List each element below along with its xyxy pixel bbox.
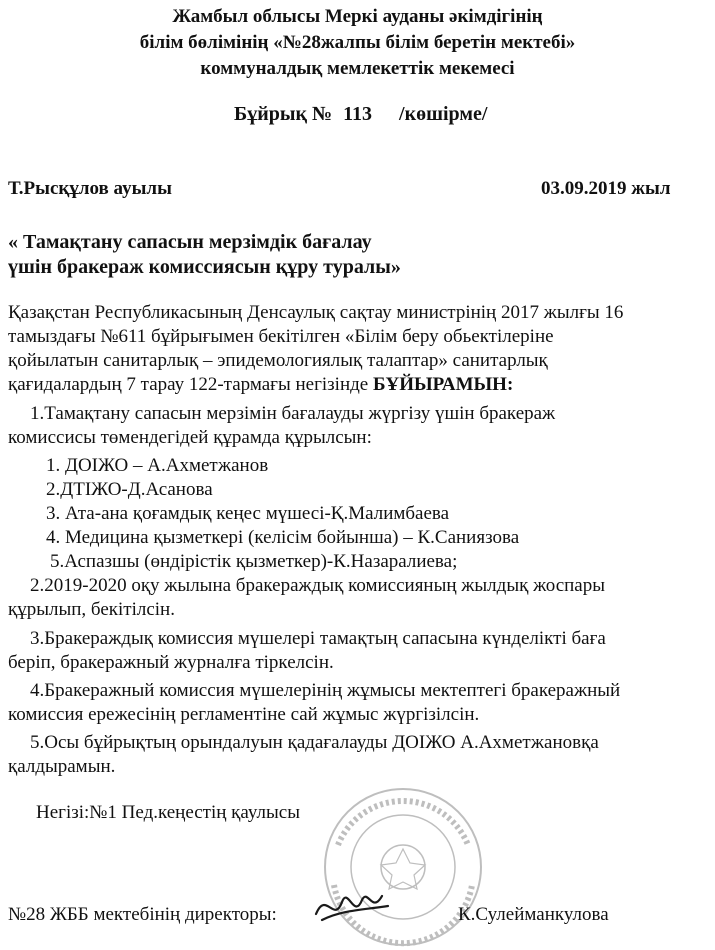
member-item: 5.Аспазшы (өндірістік қызметкер)-К.Назаралиева; [50,551,458,572]
preamble-line-4-text: қағидалардың 7 тарау 122-тармағы негізінде [8,374,373,395]
item-2-line-1: 2.2019-2020 оқу жылына бракераждық комиссияның жылдық жоспары [30,575,606,596]
order-label: Бұйрық № [234,103,333,125]
item-3-line-2: беріп, бракеражный журналға тіркелсін. [8,652,334,673]
preamble-line-4 [8,374,513,396]
item-1-line-2: комиссисы төмендегідей құрамда құрылсын: [8,427,372,448]
member-item: 2.ДТІЖО-Д.Асанова [46,479,213,500]
item-1-line-1: 1.Тамақтану сапасын мерзімін бағалауды жүргізу үшін бракераж [30,403,556,424]
item-4-line-1: 4.Бракеражный комиссия мүшелерінің жұмысы мектептегі бракеражный [30,680,621,701]
item-4-line-2: комиссия ережесінің регламентіне сай жұмыс жүргізілсін. [8,704,480,725]
item-2-line-2: құрылып, бекітілсін. [8,599,175,620]
item-3-line-1: 3.Бракераждық комиссия мүшелері тамақтың сапасына күнделікті баға [30,628,606,649]
handwritten-signature [312,880,392,940]
place: Т.Рысқұлов ауылы [8,178,172,199]
header-line-2: білім бөлімінің «№28жалпы білім беретін мектебі» [139,32,576,53]
copy-mark: /көшірме/ [399,103,488,125]
preamble-line-2: тамыздағы №611 бұйрығымен бекітілген «Білім беру обьектілеріне [8,326,554,347]
preamble-line-1: Қазақстан Республикасының Денсаулық сақтау министрінің 2017 жылғы 16 [8,302,624,323]
order-title [234,102,487,126]
member-item: 4. Медицина қызметкері (келісім бойынша) – К.Саниязова [46,527,520,548]
order-number: 113 [343,103,373,125]
order-date: 03.09.2019 жыл [541,178,671,199]
member-item: 3. Ата-ана қоғамдық кеңес мүшесі-Қ.Малимбаева [46,503,450,524]
subject-line-2: үшін бракераж комиссиясын құру туралы» [8,256,401,278]
preamble-line-3: қойылатын санитарлық – эпидемологиялық талаптар» санитарлық [8,350,548,371]
item-5-line-2: қалдырамын. [8,756,116,777]
item-5-line-1: 5.Осы бұйрықтың орындалуын қадағалауды ДОІЖО А.Ахметжановқа [30,732,599,753]
order-verb: БҰЙЫРАМЫН: [372,374,514,395]
subject-line-1: « Тамақтану сапасын мерзімдік бағалау [8,231,372,253]
director-role: №28 ЖББ мектебінің директоры: [8,904,277,925]
director-name: К.Сулейманкулова [458,904,609,925]
basis: Негізі:№1 Пед.кеңестің қаулысы [36,802,300,823]
header-line-3: коммуналдық мемлекеттік мекемесі [200,58,515,79]
header-line-1: Жамбыл облысы Меркі ауданы әкімдігінің [172,6,543,27]
member-item: 1. ДОІЖО – А.Ахметжанов [46,455,269,476]
